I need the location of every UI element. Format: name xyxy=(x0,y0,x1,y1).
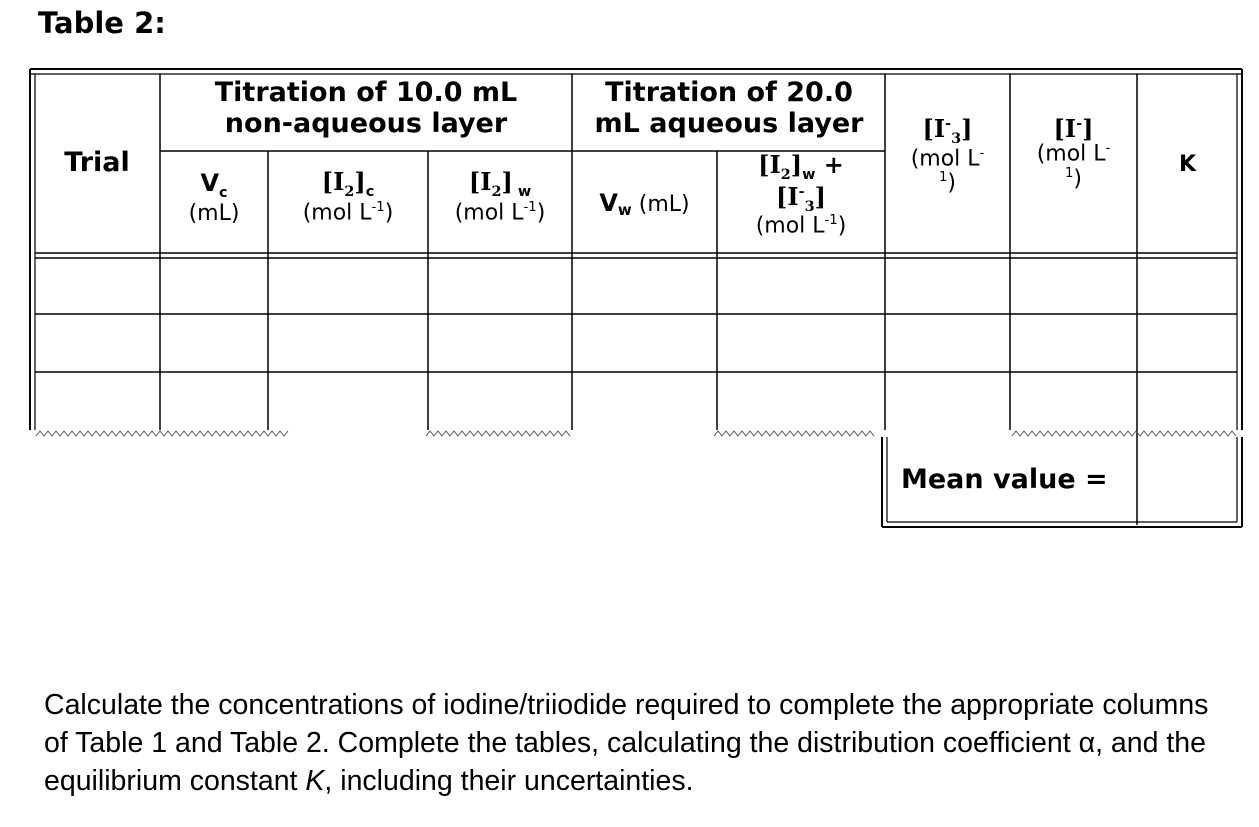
group-aqueous-line2: mL aqueous layer xyxy=(594,108,864,140)
i3-unit-c: ) xyxy=(947,170,956,196)
vw-subscript: w xyxy=(617,201,632,220)
i3-unit-sup: - xyxy=(979,145,985,161)
vw-symbol: V xyxy=(599,189,618,217)
sum-a-close: ] xyxy=(790,150,803,179)
col-i3-header xyxy=(887,116,1008,196)
group-aqueous-header xyxy=(574,77,884,139)
i2w-close: ] xyxy=(501,167,513,196)
i2w-unit-a: (mol L xyxy=(454,200,524,226)
col-i2c-header xyxy=(270,168,426,226)
vc-subscript: c xyxy=(219,184,228,201)
sum-a-sub: 2 xyxy=(780,165,791,183)
sum-b-close: ] xyxy=(814,181,826,211)
col-i2w-header xyxy=(430,168,570,226)
mean-value-label: Mean value = xyxy=(901,464,1108,495)
i3-open: [I xyxy=(922,114,946,143)
i3-unit-b: 1 xyxy=(939,170,948,186)
im-unit-a: (mol L xyxy=(1036,141,1106,167)
col-k-header: K xyxy=(1178,152,1197,177)
sum-unit-a: (mol L xyxy=(755,213,825,239)
i3-sub: 3 xyxy=(951,129,962,147)
sum-plus: + xyxy=(815,150,844,179)
col-vw-header xyxy=(574,190,715,219)
sum-a-sub2: w xyxy=(802,166,816,183)
sum-b-sub: 3 xyxy=(804,197,815,215)
i2c-unit-b: ) xyxy=(384,200,394,226)
sum-unit-b: ) xyxy=(837,213,847,239)
vc-symbol: V xyxy=(200,169,220,197)
i3-close: ] xyxy=(961,114,973,143)
table-title: Table 2: xyxy=(38,6,166,40)
i2c-sub2: c xyxy=(365,183,375,200)
col-sum-header xyxy=(719,152,883,239)
para-part3: , including their uncertainties. xyxy=(324,765,694,797)
i3-sup: - xyxy=(945,115,952,132)
sum-unit-sup: -1 xyxy=(824,213,838,229)
i2c-sub: 2 xyxy=(344,182,355,200)
vw-unit: (mL) xyxy=(631,192,690,217)
im-unit-b: 1 xyxy=(1065,165,1074,181)
im-close: ] xyxy=(1082,114,1094,143)
i3-unit-a: (mol L xyxy=(910,145,980,171)
i2w-unit-sup: -1 xyxy=(523,200,537,216)
i2c-close: ] xyxy=(354,167,366,196)
i2w-unit-b: ) xyxy=(536,200,546,226)
im-unit-c: ) xyxy=(1073,166,1082,192)
col-iminus-header xyxy=(1012,116,1135,191)
im-open: [I xyxy=(1053,114,1077,143)
instructions-paragraph xyxy=(44,686,1224,800)
im-unit-sup: - xyxy=(1105,141,1111,157)
group-nonaqueous-header xyxy=(162,77,570,139)
para-alpha: α xyxy=(1078,727,1096,759)
im-sup: - xyxy=(1076,115,1083,132)
i2w-sub2: w xyxy=(512,183,532,200)
col-vc-header xyxy=(162,170,266,227)
group-aqueous-line1: Titration of 20.0 xyxy=(605,77,853,108)
vc-unit: (mL) xyxy=(188,201,240,227)
i2c-unit-a: (mol L xyxy=(302,200,372,226)
i2c-open: [I xyxy=(321,167,345,196)
sum-b-sup: - xyxy=(798,182,805,200)
col-trial-header: Trial xyxy=(64,147,130,178)
sum-a-open: [I xyxy=(758,150,781,179)
group-nonaqueous-line1: Titration of 10.0 mL xyxy=(214,77,518,108)
i2w-open: [I xyxy=(468,167,492,196)
i2c-unit-sup: -1 xyxy=(371,200,385,216)
i2w-sub: 2 xyxy=(491,182,502,200)
sum-b-open: [I xyxy=(776,181,799,211)
para-part1: Calculate the concentrations of iodine/triiodide required to complete the appropriate columns of Table 1 and Table 2. Complete the tables, calculating the distribution coefficient xyxy=(44,689,1209,759)
para-part2: , and the equilibrium constant xyxy=(44,727,1207,797)
para-k: K xyxy=(305,765,325,797)
group-nonaqueous-line2: non-aqueous layer xyxy=(224,108,508,140)
